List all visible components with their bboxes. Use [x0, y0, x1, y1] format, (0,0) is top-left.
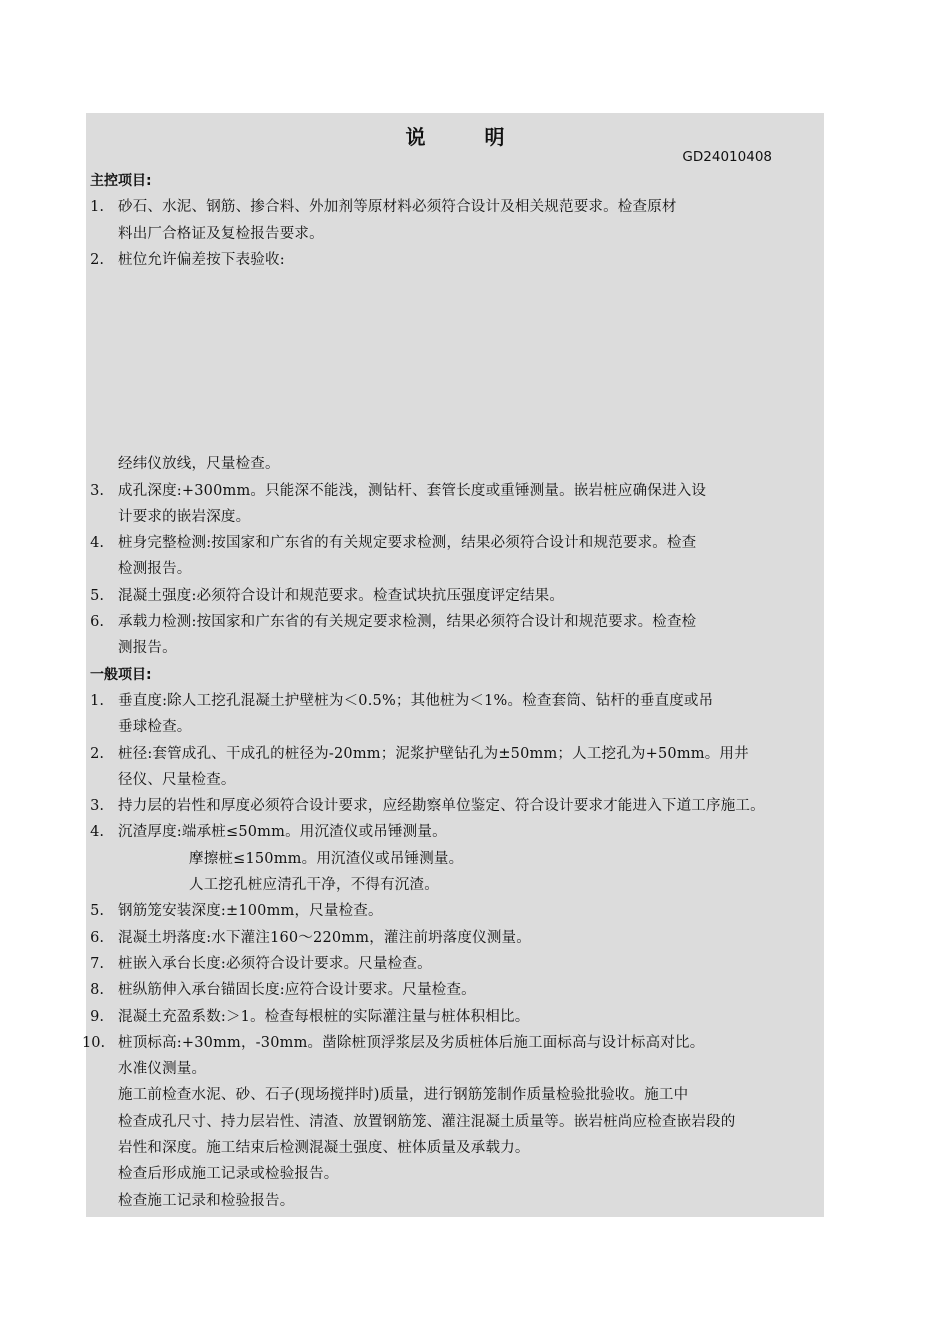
general-item-line: 岩性和深度。施工结束后检测混凝土强度、桩体质量及承载力。: [118, 1140, 530, 1156]
general-item-line: 混凝土坍落度:水下灌注160～220mm，灌注前坍落度仪测量。: [118, 929, 531, 946]
general-item-line: 水准仪测量。: [118, 1061, 207, 1078]
general-item-line: 检查施工记录和检验报告。: [118, 1192, 295, 1209]
main-item-line: 检测报告。: [118, 561, 192, 578]
main-item-number: 5.: [90, 587, 104, 604]
document-sheet: [82, 113, 824, 1217]
general-item-number: 8.: [90, 982, 104, 999]
general-item-line: 人工挖孔桩应清孔干净，不得有沉渣。: [189, 877, 439, 893]
general-item-line: 混凝土充盈系数:＞1。检查每根桩的实际灌注量与桩体积相比。: [118, 1008, 530, 1025]
main-item-line: 料出厂合格证及复检报告要求。: [118, 225, 324, 242]
main-item-number: 4.: [90, 535, 104, 552]
general-item-number: 7.: [90, 955, 104, 972]
main-item-line: 桩位允许偏差按下表验收:: [118, 251, 285, 268]
general-item-number: 1.: [90, 692, 104, 709]
general-item-number: 10.: [82, 1034, 106, 1051]
main-control-heading: 主控项目:: [90, 173, 152, 189]
general-item-line: 桩嵌入承台长度:必须符合设计要求。尺量检查。: [118, 955, 432, 972]
general-item-number: 4.: [90, 824, 104, 841]
general-item-line: 径仪、尺量检查。: [118, 771, 236, 788]
general-item-line: 钢筋笼安装深度:±100mm，尺量检查。: [118, 903, 383, 920]
general-item-line: 垂球检查。: [118, 719, 192, 736]
general-item-line: 桩径:套管成孔、干成孔的桩径为-20mm；泥浆护壁钻孔为±50mm；人工挖孔为+50mm。用井: [118, 745, 749, 762]
general-item-line: 检查后形成施工记录或检验报告。: [118, 1166, 339, 1183]
general-item-line: 桩纵筋伸入承台锚固长度:应符合设计要求。尺量检查。: [118, 982, 476, 999]
general-item-line: 垂直度:除人工挖孔混凝土护壁桩为＜0.5%；其他桩为＜1%。检查套筒、钻杆的垂直度或吊: [118, 692, 714, 709]
page-title: 说 明: [405, 125, 531, 149]
main-item-line: 混凝土强度:必须符合设计和规范要求。检查试块抗压强度评定结果。: [118, 587, 565, 604]
general-item-line: 桩顶标高:+30mm，-30mm。凿除桩顶浮浆层及劣质桩体后施工面标高与设计标高对比。: [118, 1034, 705, 1051]
main-item-number: 2.: [90, 251, 104, 268]
general-item-line: 沉渣厚度:端承桩≤50mm。用沉渣仪或吊锤测量。: [118, 824, 447, 841]
document-code: GD24010408: [682, 149, 772, 165]
general-item-line: 持力层的岩性和厚度必须符合设计要求，应经勘察单位鉴定、符合设计要求才能进入下道工序施工。: [118, 798, 765, 815]
main-item-line: 测报告。: [118, 640, 177, 657]
main-item-number: 6.: [90, 614, 104, 630]
main-item-number: 3.: [90, 482, 104, 499]
general-item-number: 3.: [90, 798, 104, 815]
general-item-number: 2.: [90, 745, 104, 762]
main-item-line: 经纬仪放线，尺量检查。: [118, 456, 280, 473]
general-item-line: 施工前检查水泥、砂、石子(现场搅拌时)质量，进行钢筋笼制作质量检验批验收。施工中: [118, 1087, 689, 1104]
main-item-line: 成孔深度:+300mm。只能深不能浅，测钻杆、套管长度或重锤测量。嵌岩桩应确保进入设: [118, 482, 707, 499]
general-item-line: 检查成孔尺寸、持力层岩性、清渣、放置钢筋笼、灌注混凝土质量等。嵌岩桩尚应检查嵌岩段的: [118, 1113, 736, 1130]
main-item-line: 承载力检测:按国家和广东省的有关规定要求检测，结果必须符合设计和规范要求。检查检: [118, 614, 697, 630]
general-items-heading: 一般项目:: [90, 666, 152, 683]
general-item-number: 5.: [90, 903, 104, 920]
main-item-line: 砂石、水泥、钢筋、掺合料、外加剂等原材料必须符合设计及相关规范要求。检查原材: [118, 199, 677, 216]
general-item-number: 6.: [90, 929, 104, 946]
general-item-number: 9.: [90, 1008, 104, 1025]
main-item-line: 计要求的嵌岩深度。: [118, 508, 251, 525]
general-item-line: 摩擦桩≤150mm。用沉渣仪或吊锤测量。: [189, 850, 464, 867]
main-item-line: 桩身完整检测:按国家和广东省的有关规定要求检测，结果必须符合设计和规范要求。检查: [118, 535, 697, 552]
main-item-number: 1.: [90, 199, 104, 216]
